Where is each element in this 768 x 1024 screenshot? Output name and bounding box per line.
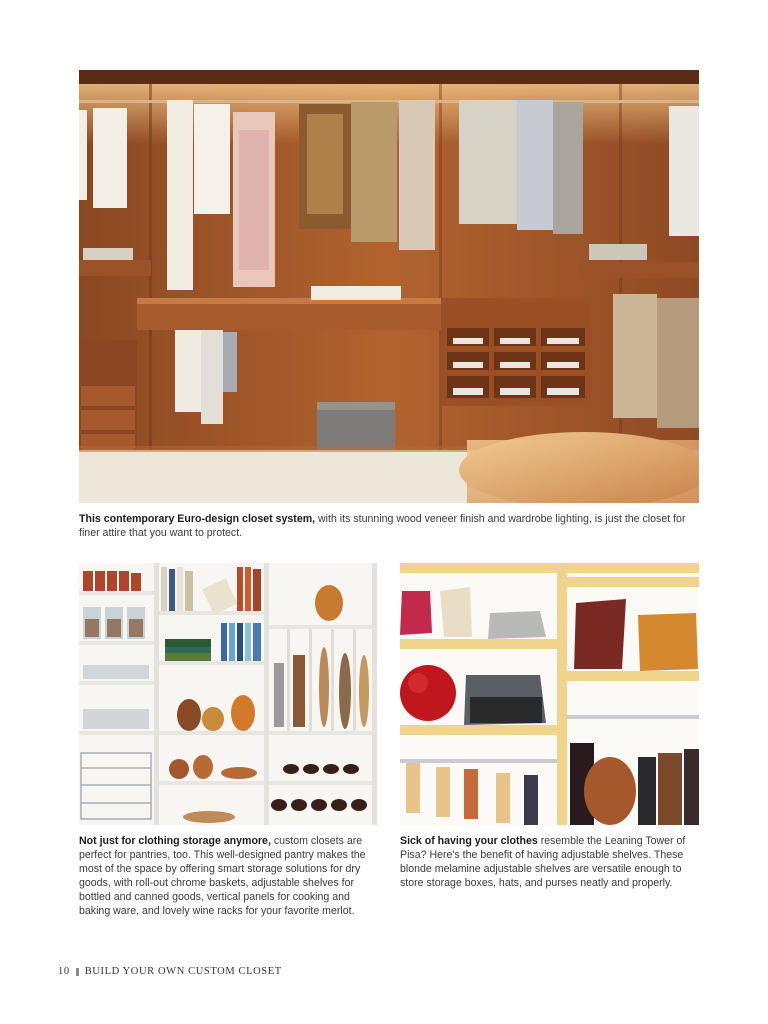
caption-left-body: custom closets are perfect for pantries, too. This well-designed pantry makes the most of the space by offering smart storage solutions for dry goods, with roll-out chrome baskets, adjustable shelves for bottled and canned goods, vertical panels for cooking and baking ware, and lovely wine racks for your favorite merlot. xyxy=(79,835,366,917)
caption-top-body: with its stunning wood veneer finish and wardrobe lighting, is just the closet for finer attire that you want to protect. xyxy=(79,513,686,539)
caption-right-lead: Sick of having your clothes xyxy=(400,835,538,847)
page-number: 10 xyxy=(58,966,70,977)
purse-shelves-illustration xyxy=(400,563,699,825)
page-footer xyxy=(58,966,282,977)
euro-closet-illustration xyxy=(79,70,699,503)
caption-right xyxy=(400,834,699,890)
caption-top xyxy=(79,512,699,540)
purse-shelves-photo xyxy=(400,563,699,825)
caption-right-body: resemble the Leaning Tower of Pisa? Here's the benefit of having adjustable shelves. These blonde melamine adjustable shelves are versatile enough to store storage boxes, hats, and purses neatly and properly. xyxy=(400,835,686,889)
footer-separator xyxy=(76,968,79,976)
caption-left xyxy=(79,834,377,918)
pantry-illustration xyxy=(79,563,377,825)
closet-photo-top xyxy=(79,70,699,503)
caption-top-lead: This contemporary Euro-design closet system, xyxy=(79,513,316,525)
pantry-photo xyxy=(79,563,377,825)
running-title: BUILD YOUR OWN CUSTOM CLOSET xyxy=(84,966,282,977)
caption-left-lead: Not just for clothing storage anymore, xyxy=(79,835,271,847)
